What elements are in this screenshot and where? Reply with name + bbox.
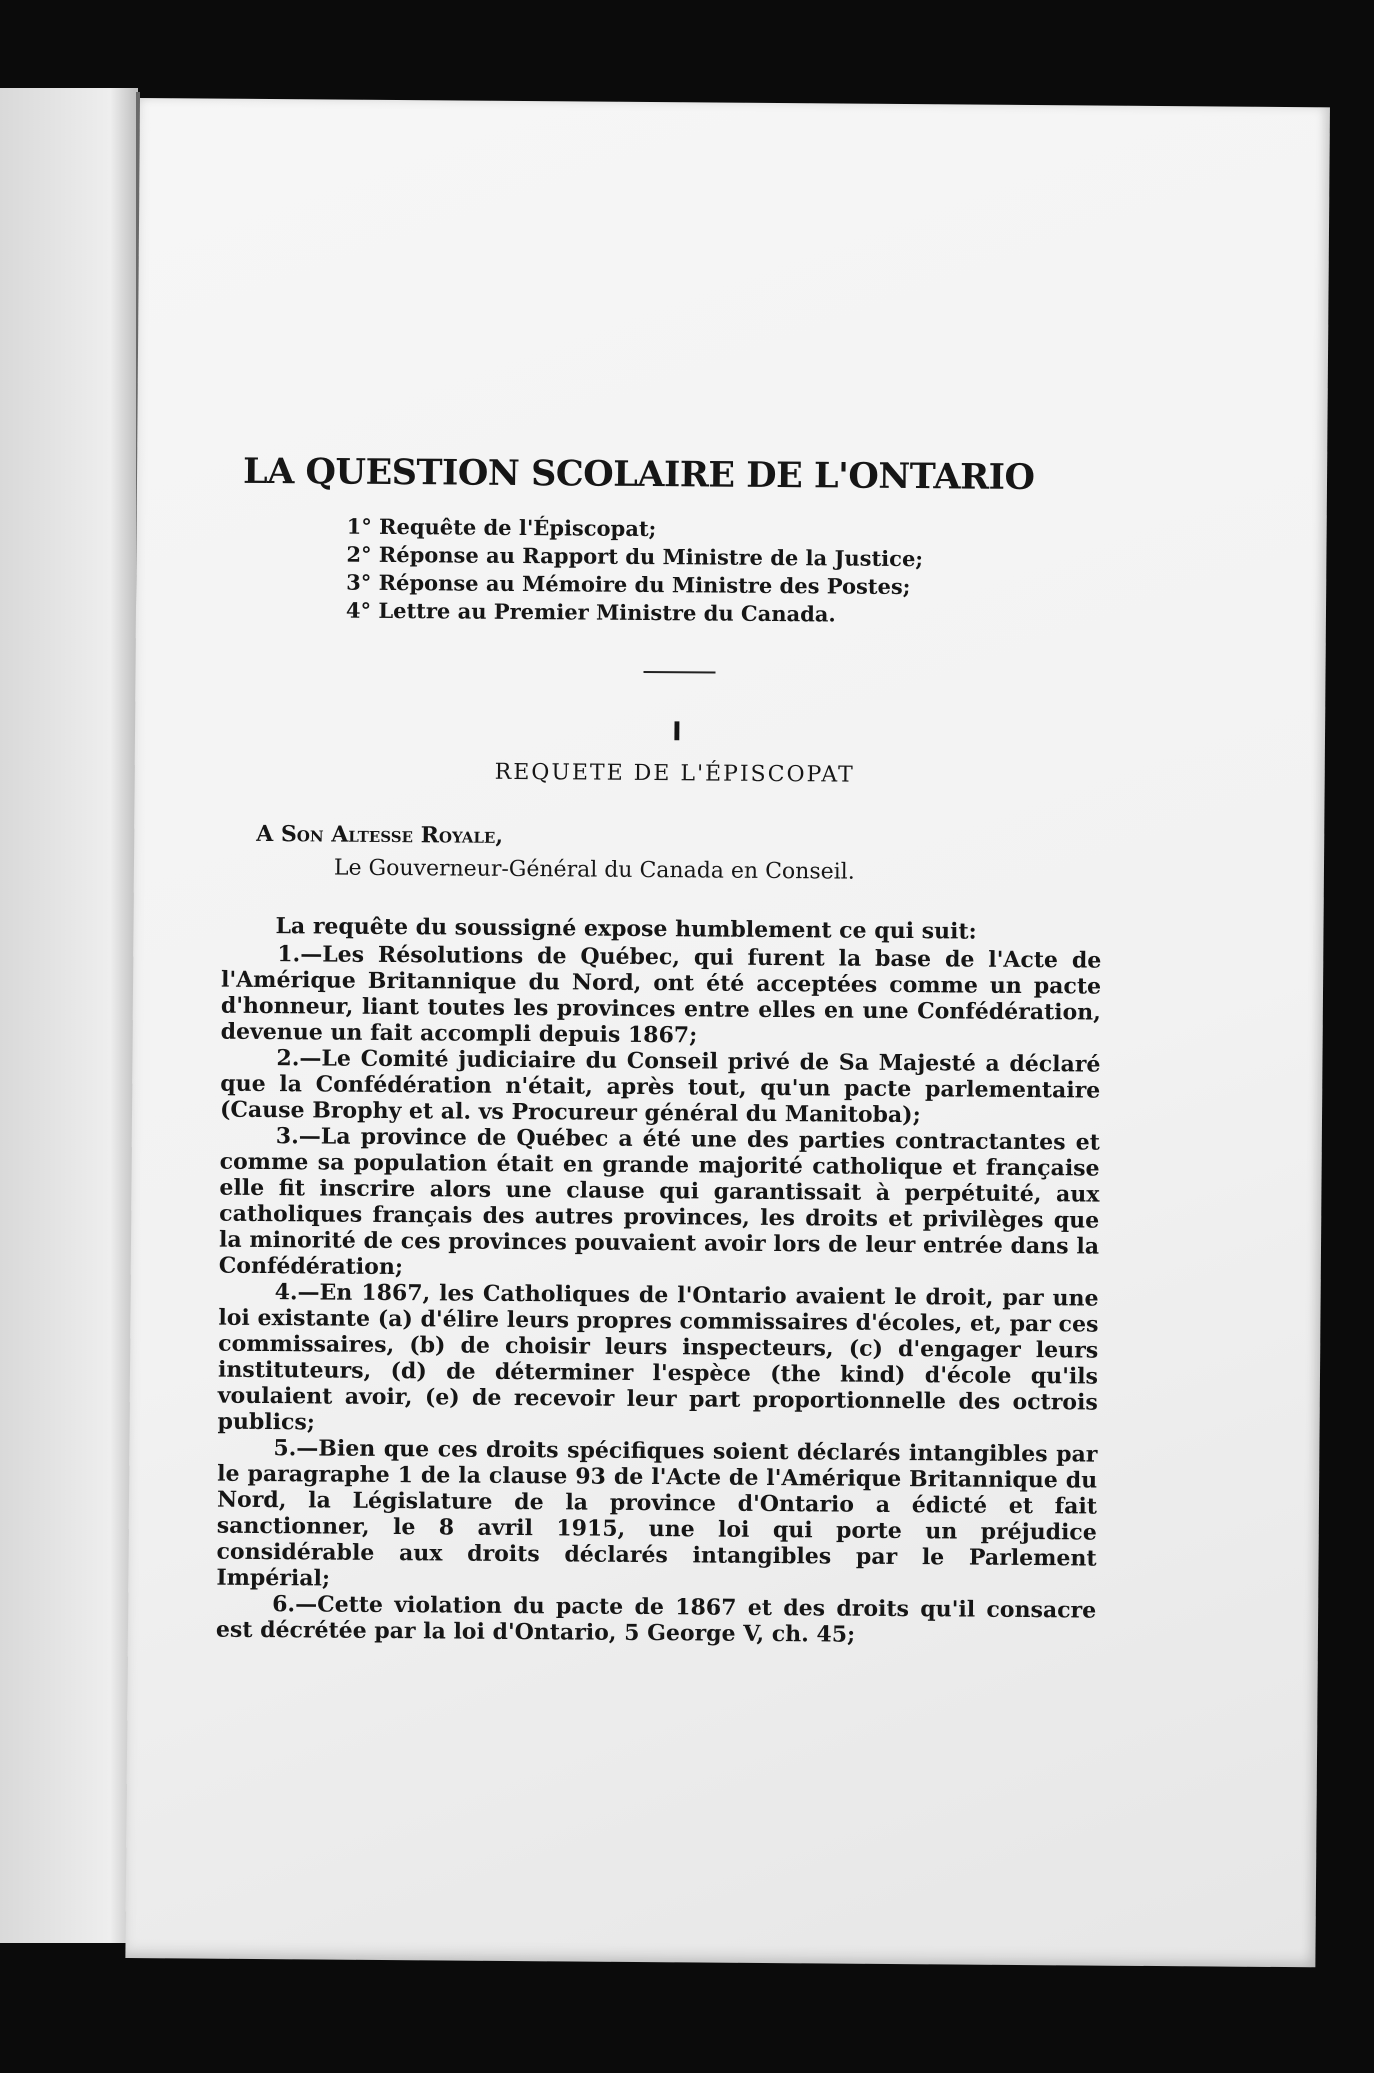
- address-line: A Son Altesse Royale,: [256, 820, 504, 849]
- body-paragraph: 5.—Bien que ces droits spécifiques soient déclarés intangibles par le paragraphe 1 de la clause 93 de l'Acte de l'Amérique Britannique du Nord, la Législature de la province d'Ontario a édicté et fait sanctionner, le 8 avril 1915, une loi qui porte un préjudice considérable aux droits déclarés intangibles par le Parlement Impérial;: [216, 1435, 1098, 1592]
- address-block: [222, 817, 1103, 892]
- body-paragraph: 6.—Cette violation du pacte de 1867 et des droits qu'il consacre est décrétée par la loi d'Ontario, 5 George V, ch. 45;: [215, 1591, 1097, 1648]
- body-paragraph: 1.—Les Résolutions de Québec, qui furent la base de l'Acte de l'Amérique Britannique du Nord, ont été acceptées comme un pacte d'honneur, liant toutes les provinces entre elles en une Confédération, devenue un fait accompli depuis 1867;: [220, 941, 1102, 1049]
- section-divider: [643, 671, 715, 674]
- body-paragraph: 4.—En 1867, les Catholiques de l'Ontario avaient le droit, par une loi existante (a) d'élire leurs propres commissaires d'écoles, et, par ces commissaires, (b) de choisir leurs inspecteurs, (c) d'engager leurs instituteurs, (d) de déterminer l'espèce (the kind) d'école qu'ils voulaient avoir, (e) de recevoir leur part proportionnelle des octrois publics;: [217, 1279, 1099, 1436]
- body-paragraph: 2.—Le Comité judiciaire du Conseil privé de Sa Majesté a déclaré que la Confédération n'était, après tout, qu'un pacte parlementaire (Cause Brophy et al. vs Procureur général du Manitoba);: [219, 1045, 1101, 1129]
- page-content: [216, 451, 1105, 1650]
- document-title: LA QUESTION SCOLAIRE DE L'ONTARIO: [242, 450, 1035, 499]
- section-title: REQUETE DE L'ÉPISCOPAT: [494, 759, 855, 788]
- body-paragraph: 3.—La province de Québec a été une des parties contractantes et comme sa population était en grande majorité catholique et française elle fit inscrire alors une clause qui garantissait à perpétuité, aux catholiques français des autres provinces, les droits et privilèges que la minorité de ces provinces pouvaient avoir lors de leur entrée dans la Confédération;: [218, 1123, 1100, 1281]
- contents-list: [346, 513, 1105, 631]
- contents-item: 4° Lettre au Premier Ministre du Canada.: [345, 597, 836, 627]
- intro-text: La requête du soussigné expose humblement ce qui suit:: [275, 913, 977, 945]
- contents-item: 2° Réponse au Rapport du Ministre de la Justice;: [346, 541, 924, 572]
- address-line: Le Gouverneur-Général du Canada en Conseil.: [333, 855, 855, 885]
- left-page-edge: [0, 88, 138, 1943]
- contents-item: 1° Requête de l'Épiscopat;: [346, 513, 657, 542]
- document-page: [125, 98, 1330, 1967]
- section-number: I: [671, 717, 682, 748]
- contents-item: 3° Réponse au Mémoire du Ministre des Postes;: [346, 569, 911, 600]
